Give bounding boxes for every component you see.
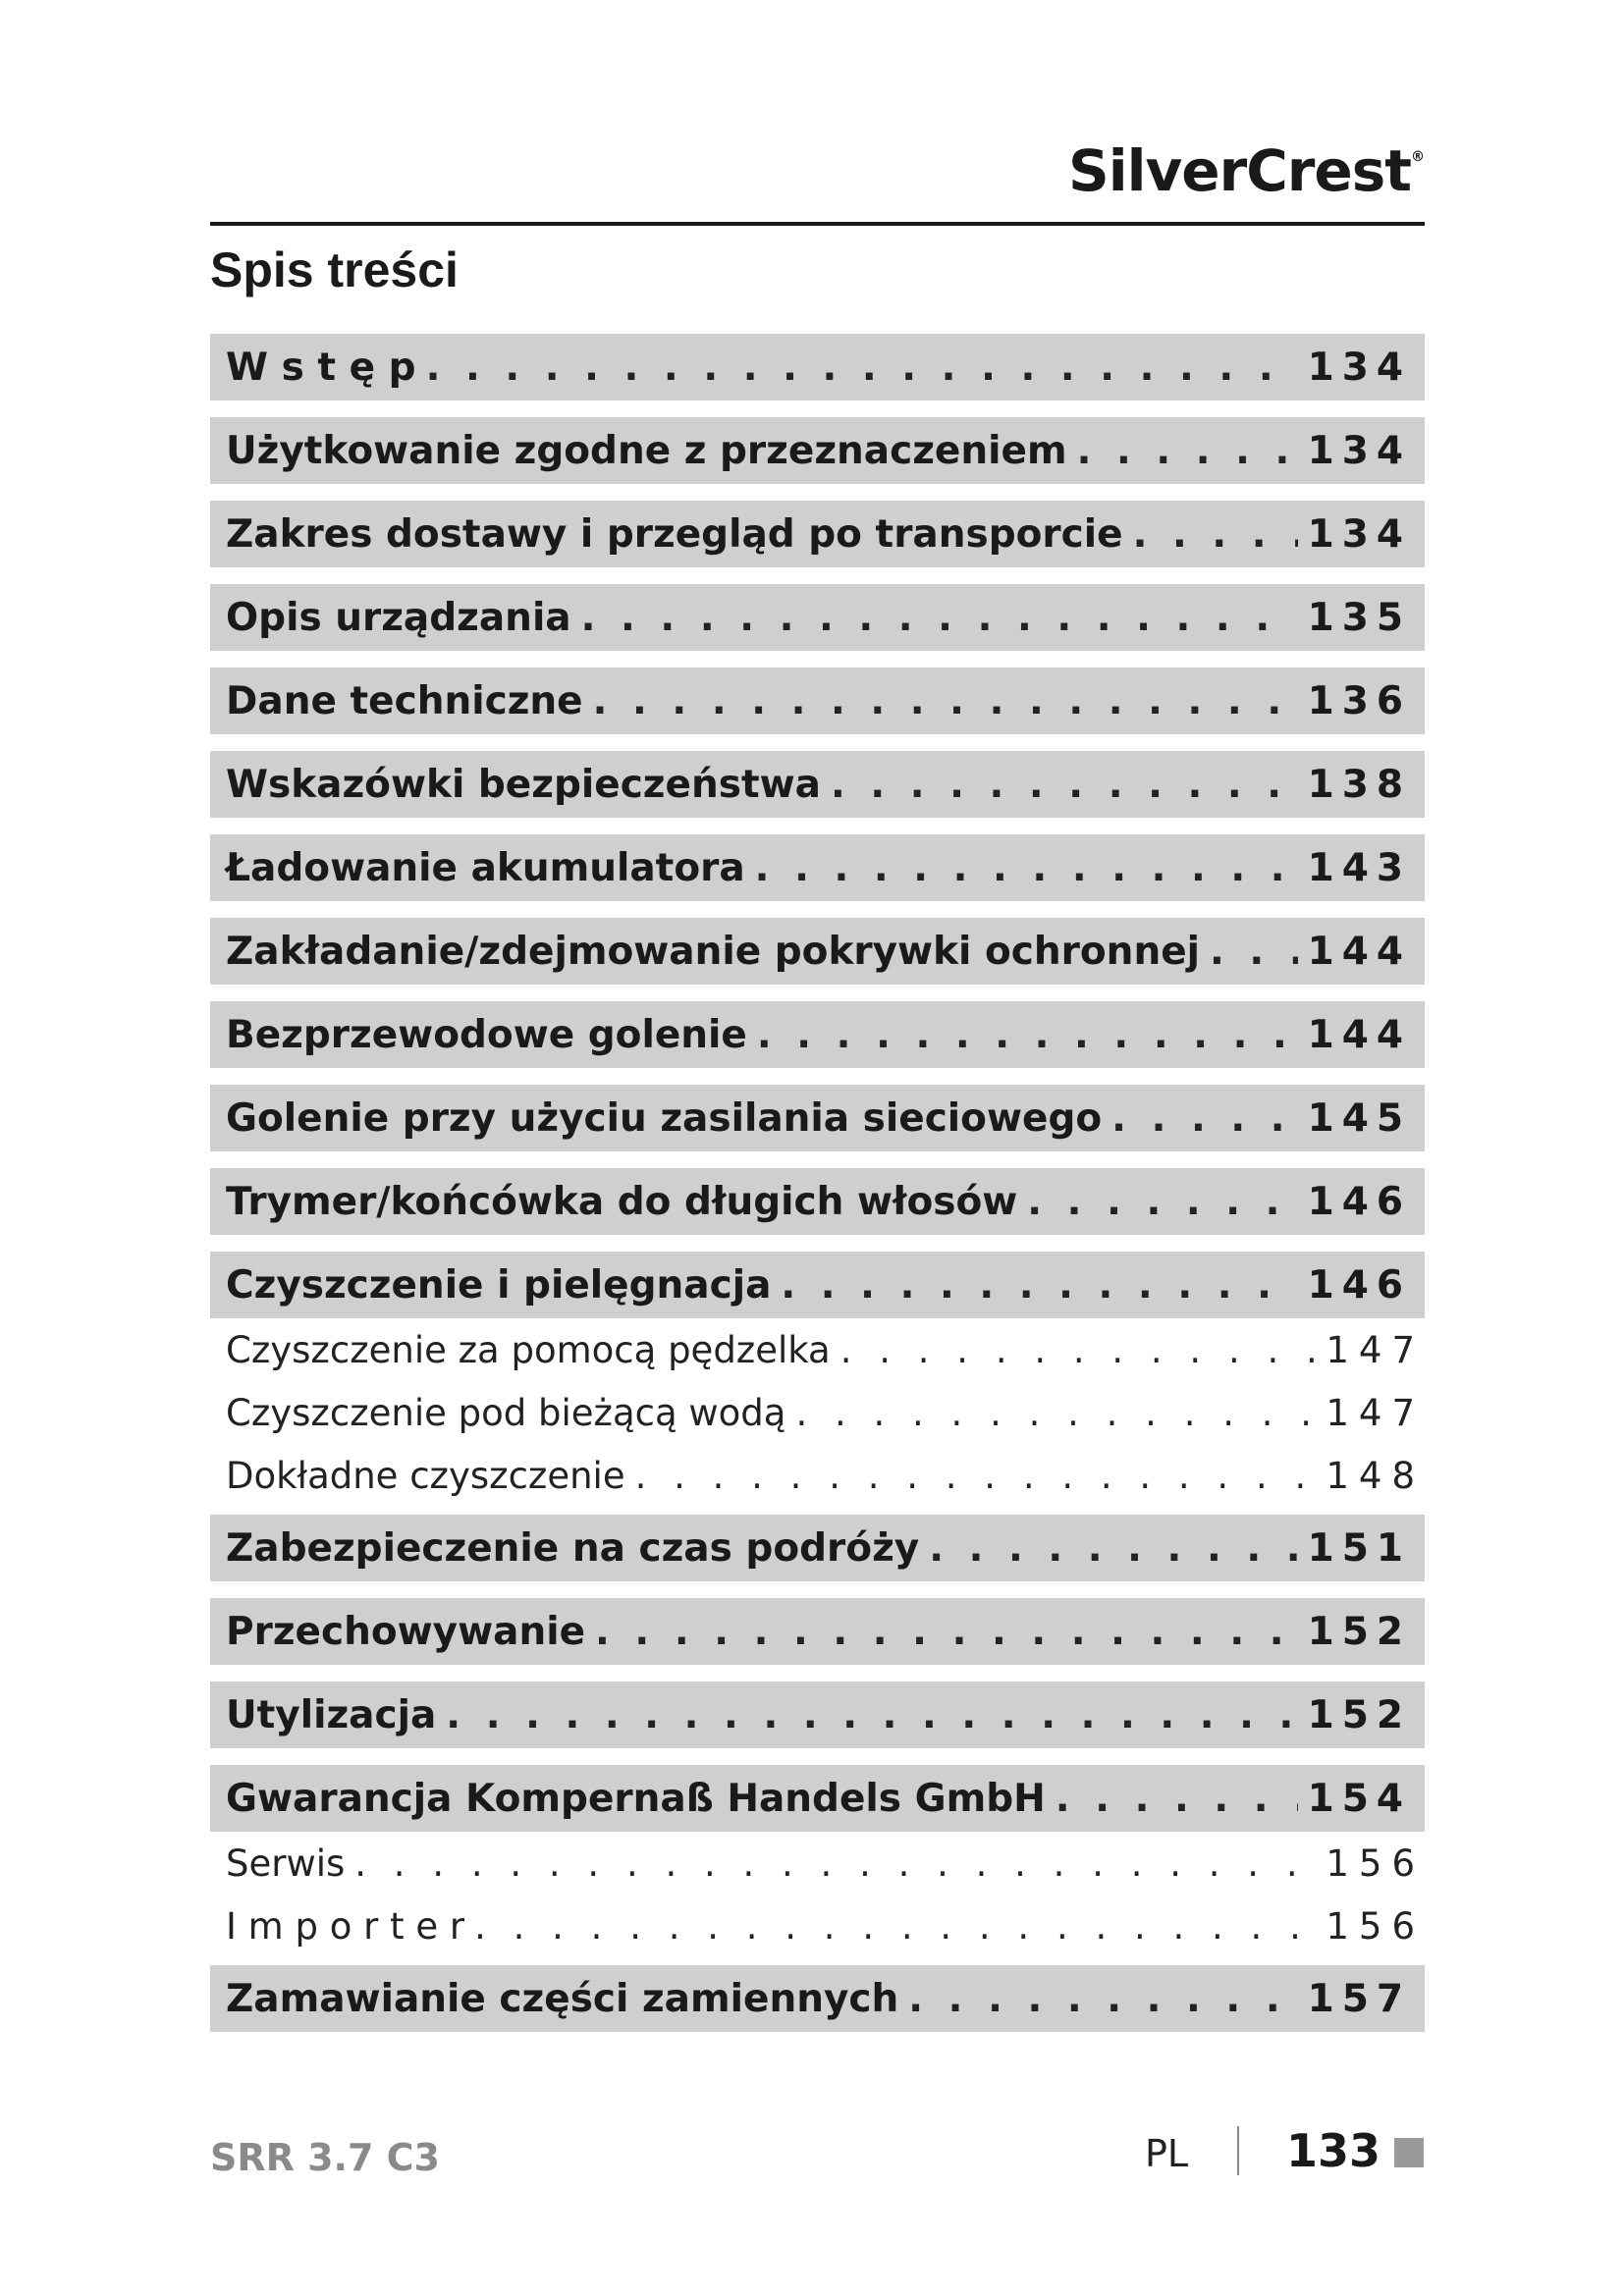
toc-leader-dots xyxy=(581,596,1298,640)
footer-model: SRR 3.7 C3 xyxy=(210,2136,440,2179)
toc-entry-page: 147 xyxy=(1326,1328,1425,1371)
toc-entry[interactable] xyxy=(210,501,1425,567)
toc-entry-page: 134 xyxy=(1307,428,1411,473)
toc-entry-page: 148 xyxy=(1326,1454,1425,1497)
toc-leader-dots xyxy=(474,1905,1316,1948)
toc-entry[interactable] xyxy=(210,1765,1425,1832)
toc-leader-dots xyxy=(929,1526,1297,1571)
toc-entry-label: Czyszczenie za pomocą pędzelka xyxy=(226,1328,831,1371)
toc-leader-dots xyxy=(593,679,1298,723)
toc-entry-label: Bezprzewodowe golenie xyxy=(226,1012,747,1057)
toc-subentry[interactable] xyxy=(210,1895,1425,1957)
toc-entry-page: 136 xyxy=(1307,678,1411,723)
toc-entry[interactable] xyxy=(210,667,1425,734)
toc-entry[interactable] xyxy=(210,1085,1425,1151)
toc-entry-page: 144 xyxy=(1307,929,1411,974)
toc-entry-label: I m p o r t e r xyxy=(226,1904,465,1948)
toc-entry-label: Wskazówki bezpieczeństwa xyxy=(226,762,821,807)
toc-entry-page: 135 xyxy=(1307,595,1411,640)
toc-entry-page: 154 xyxy=(1307,1776,1411,1821)
toc-entry-page: 134 xyxy=(1307,511,1411,557)
registered-mark: ® xyxy=(1411,149,1424,165)
toc-entry-page: 138 xyxy=(1307,762,1411,807)
toc-leader-dots xyxy=(757,1013,1298,1057)
toc-leader-dots xyxy=(1111,1096,1297,1141)
toc-leader-dots xyxy=(354,1842,1316,1885)
toc-entry-label: Zakres dostawy i przegląd po transporcie xyxy=(226,511,1123,557)
toc-entry-label: Zakładanie/zdejmowanie pokrywki ochronnej xyxy=(226,929,1201,974)
toc-leader-dots xyxy=(1210,930,1298,974)
toc-entry-label: Trymer/końcówka do długich włosów xyxy=(226,1179,1018,1224)
toc-leader-dots xyxy=(795,1392,1316,1434)
toc-leader-dots xyxy=(1056,1777,1298,1821)
toc-leader-dots xyxy=(426,346,1298,390)
page-title: Spis treści xyxy=(210,242,459,297)
toc-entry[interactable] xyxy=(210,1598,1425,1665)
toc-entry-page: 156 xyxy=(1326,1904,1425,1948)
toc-leader-dots xyxy=(1133,512,1298,557)
toc-entry-page: 146 xyxy=(1307,1262,1411,1308)
toc-entry-label: Użytkowanie zgodne z przeznaczeniem xyxy=(226,428,1067,473)
toc-entry-page: 147 xyxy=(1326,1391,1425,1434)
toc-subentry[interactable] xyxy=(210,1318,1425,1381)
toc-leader-dots xyxy=(831,763,1298,807)
toc-entry-page: 144 xyxy=(1307,1012,1411,1057)
toc-entry[interactable] xyxy=(210,1682,1425,1748)
footer-separator xyxy=(1237,2126,1239,2175)
toc-leader-dots xyxy=(1027,1180,1297,1224)
table-of-contents xyxy=(210,334,1425,2049)
toc-entry-label: Dokładne czyszczenie xyxy=(226,1454,625,1497)
footer-language: PL xyxy=(1145,2132,1189,2175)
toc-leader-dots xyxy=(595,1610,1298,1654)
toc-subentry[interactable] xyxy=(210,1832,1425,1895)
toc-entry-label: Czyszczenie i pielęgnacja xyxy=(226,1262,772,1308)
toc-leader-dots xyxy=(908,1977,1297,2021)
toc-entry[interactable] xyxy=(210,918,1425,985)
toc-entry-label: Zamawianie części zamiennych xyxy=(226,1976,899,2021)
toc-subentry[interactable] xyxy=(210,1444,1425,1507)
toc-entry-label: Golenie przy użyciu zasilania sieciowego xyxy=(226,1095,1103,1141)
toc-entry-label: Gwarancja Kompernaß Handels GmbH xyxy=(226,1776,1046,1821)
toc-entry[interactable] xyxy=(210,834,1425,901)
toc-entry[interactable] xyxy=(210,417,1425,484)
toc-entry-page: 157 xyxy=(1307,1976,1411,2021)
toc-entry[interactable] xyxy=(210,1515,1425,1581)
toc-entry-page: 146 xyxy=(1307,1179,1411,1224)
toc-entry-page: 152 xyxy=(1307,1609,1411,1654)
footer-page-number: 133 xyxy=(1286,2124,1381,2177)
toc-leader-dots xyxy=(755,846,1298,890)
toc-entry-label: Serwis xyxy=(226,1842,346,1885)
toc-entry-label: Ładowanie akumulatora xyxy=(226,845,745,890)
toc-entry[interactable] xyxy=(210,1252,1425,1318)
toc-entry-label: Opis urządzania xyxy=(226,595,571,640)
toc-entry[interactable] xyxy=(210,584,1425,651)
toc-leader-dots xyxy=(840,1329,1317,1371)
toc-entry-page: 152 xyxy=(1307,1692,1411,1737)
toc-entry[interactable] xyxy=(210,334,1425,400)
toc-entry-page: 156 xyxy=(1326,1842,1425,1885)
toc-leader-dots xyxy=(446,1693,1297,1737)
toc-entry[interactable] xyxy=(210,1168,1425,1235)
brand-name: SilverCrest xyxy=(1067,137,1411,204)
toc-leader-dots xyxy=(781,1263,1297,1308)
toc-subentry[interactable] xyxy=(210,1381,1425,1444)
toc-entry[interactable] xyxy=(210,751,1425,818)
toc-entry-label: Utylizacja xyxy=(226,1692,437,1737)
toc-leader-dots xyxy=(1077,429,1298,473)
header-rule xyxy=(210,222,1425,226)
toc-entry[interactable] xyxy=(210,1965,1425,2032)
brand-logo xyxy=(1068,137,1424,204)
toc-entry-label: Dane techniczne xyxy=(226,678,583,723)
toc-entry[interactable] xyxy=(210,1001,1425,1068)
toc-entry-page: 151 xyxy=(1307,1525,1411,1571)
toc-entry-label: Przechowywanie xyxy=(226,1609,586,1654)
toc-leader-dots xyxy=(635,1455,1317,1497)
toc-entry-label: Zabezpieczenie na czas podróży xyxy=(226,1525,920,1571)
toc-entry-page: 145 xyxy=(1307,1095,1411,1141)
toc-entry-label: Czyszczenie pod bieżącą wodą xyxy=(226,1391,786,1434)
toc-entry-page: 134 xyxy=(1307,345,1411,390)
footer-square-mark xyxy=(1394,2138,1424,2167)
toc-entry-page: 143 xyxy=(1307,845,1411,890)
toc-entry-label: W s t ę p xyxy=(226,345,416,390)
